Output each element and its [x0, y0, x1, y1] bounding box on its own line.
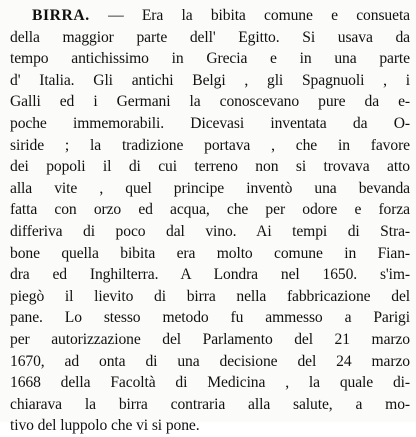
- text-line-10: fatta con orzo ed acqua, che per odore e forza: [10, 201, 410, 219]
- text-line-20: tivo del luppolo che vi si pone.: [10, 417, 200, 435]
- text-line-16: per autorizzazione del Parlamento del 21 marzo: [10, 330, 410, 348]
- text-line-12: bone quella bibita era molto comune in Fian-: [10, 244, 410, 262]
- text-line-4: d' Italia. Gli antichi Belgi , gli Spagnuoli , i: [10, 71, 410, 89]
- text-line-11: differiva di poco dal vino. Ai tempi di Stra-: [10, 222, 410, 240]
- text-line-13: dra ed Inghilterra. A Londra nel 1650. s'im-: [10, 266, 410, 284]
- text-line-5: Galli ed i Germani la conoscevano pure da e-: [10, 93, 410, 111]
- text-line-17: 1670, ad onta di una decisione del 24 marzo: [10, 352, 410, 370]
- text-line-3: tempo antichissimo in Grecia e in una parte: [10, 50, 410, 68]
- text-line-19: chiarava la birra contraria alla salute, a mo-: [10, 395, 410, 413]
- text-line-1-body: — Era la bibita comune e consueta: [89, 7, 410, 24]
- dictionary-entry: [10, 5, 410, 437]
- text-line-7: siride ; la tradizione portava , che in favore: [10, 136, 410, 154]
- entry-headword: BIRRA.: [32, 7, 90, 24]
- text-line-15: pane. Lo stesso metodo fu ammesso a Parigi: [10, 309, 410, 327]
- text-line-9: alla vite , quel principe inventò una bevanda: [10, 179, 410, 197]
- text-line-2: della maggior parte dell' Egitto. Si usava da: [10, 28, 410, 46]
- text-line-6: poche immemorabili. Dicevasi inventata da O-: [10, 114, 410, 132]
- text-line-18: 1668 della Facoltà di Medicina , la quale di-: [10, 374, 410, 392]
- text-line-1: [10, 5, 410, 27]
- text-line-8: dei popoli il di cui terreno non si trovava atto: [10, 158, 410, 176]
- text-line-14: piegò il lievito di birra nella fabbricazione del: [10, 287, 410, 305]
